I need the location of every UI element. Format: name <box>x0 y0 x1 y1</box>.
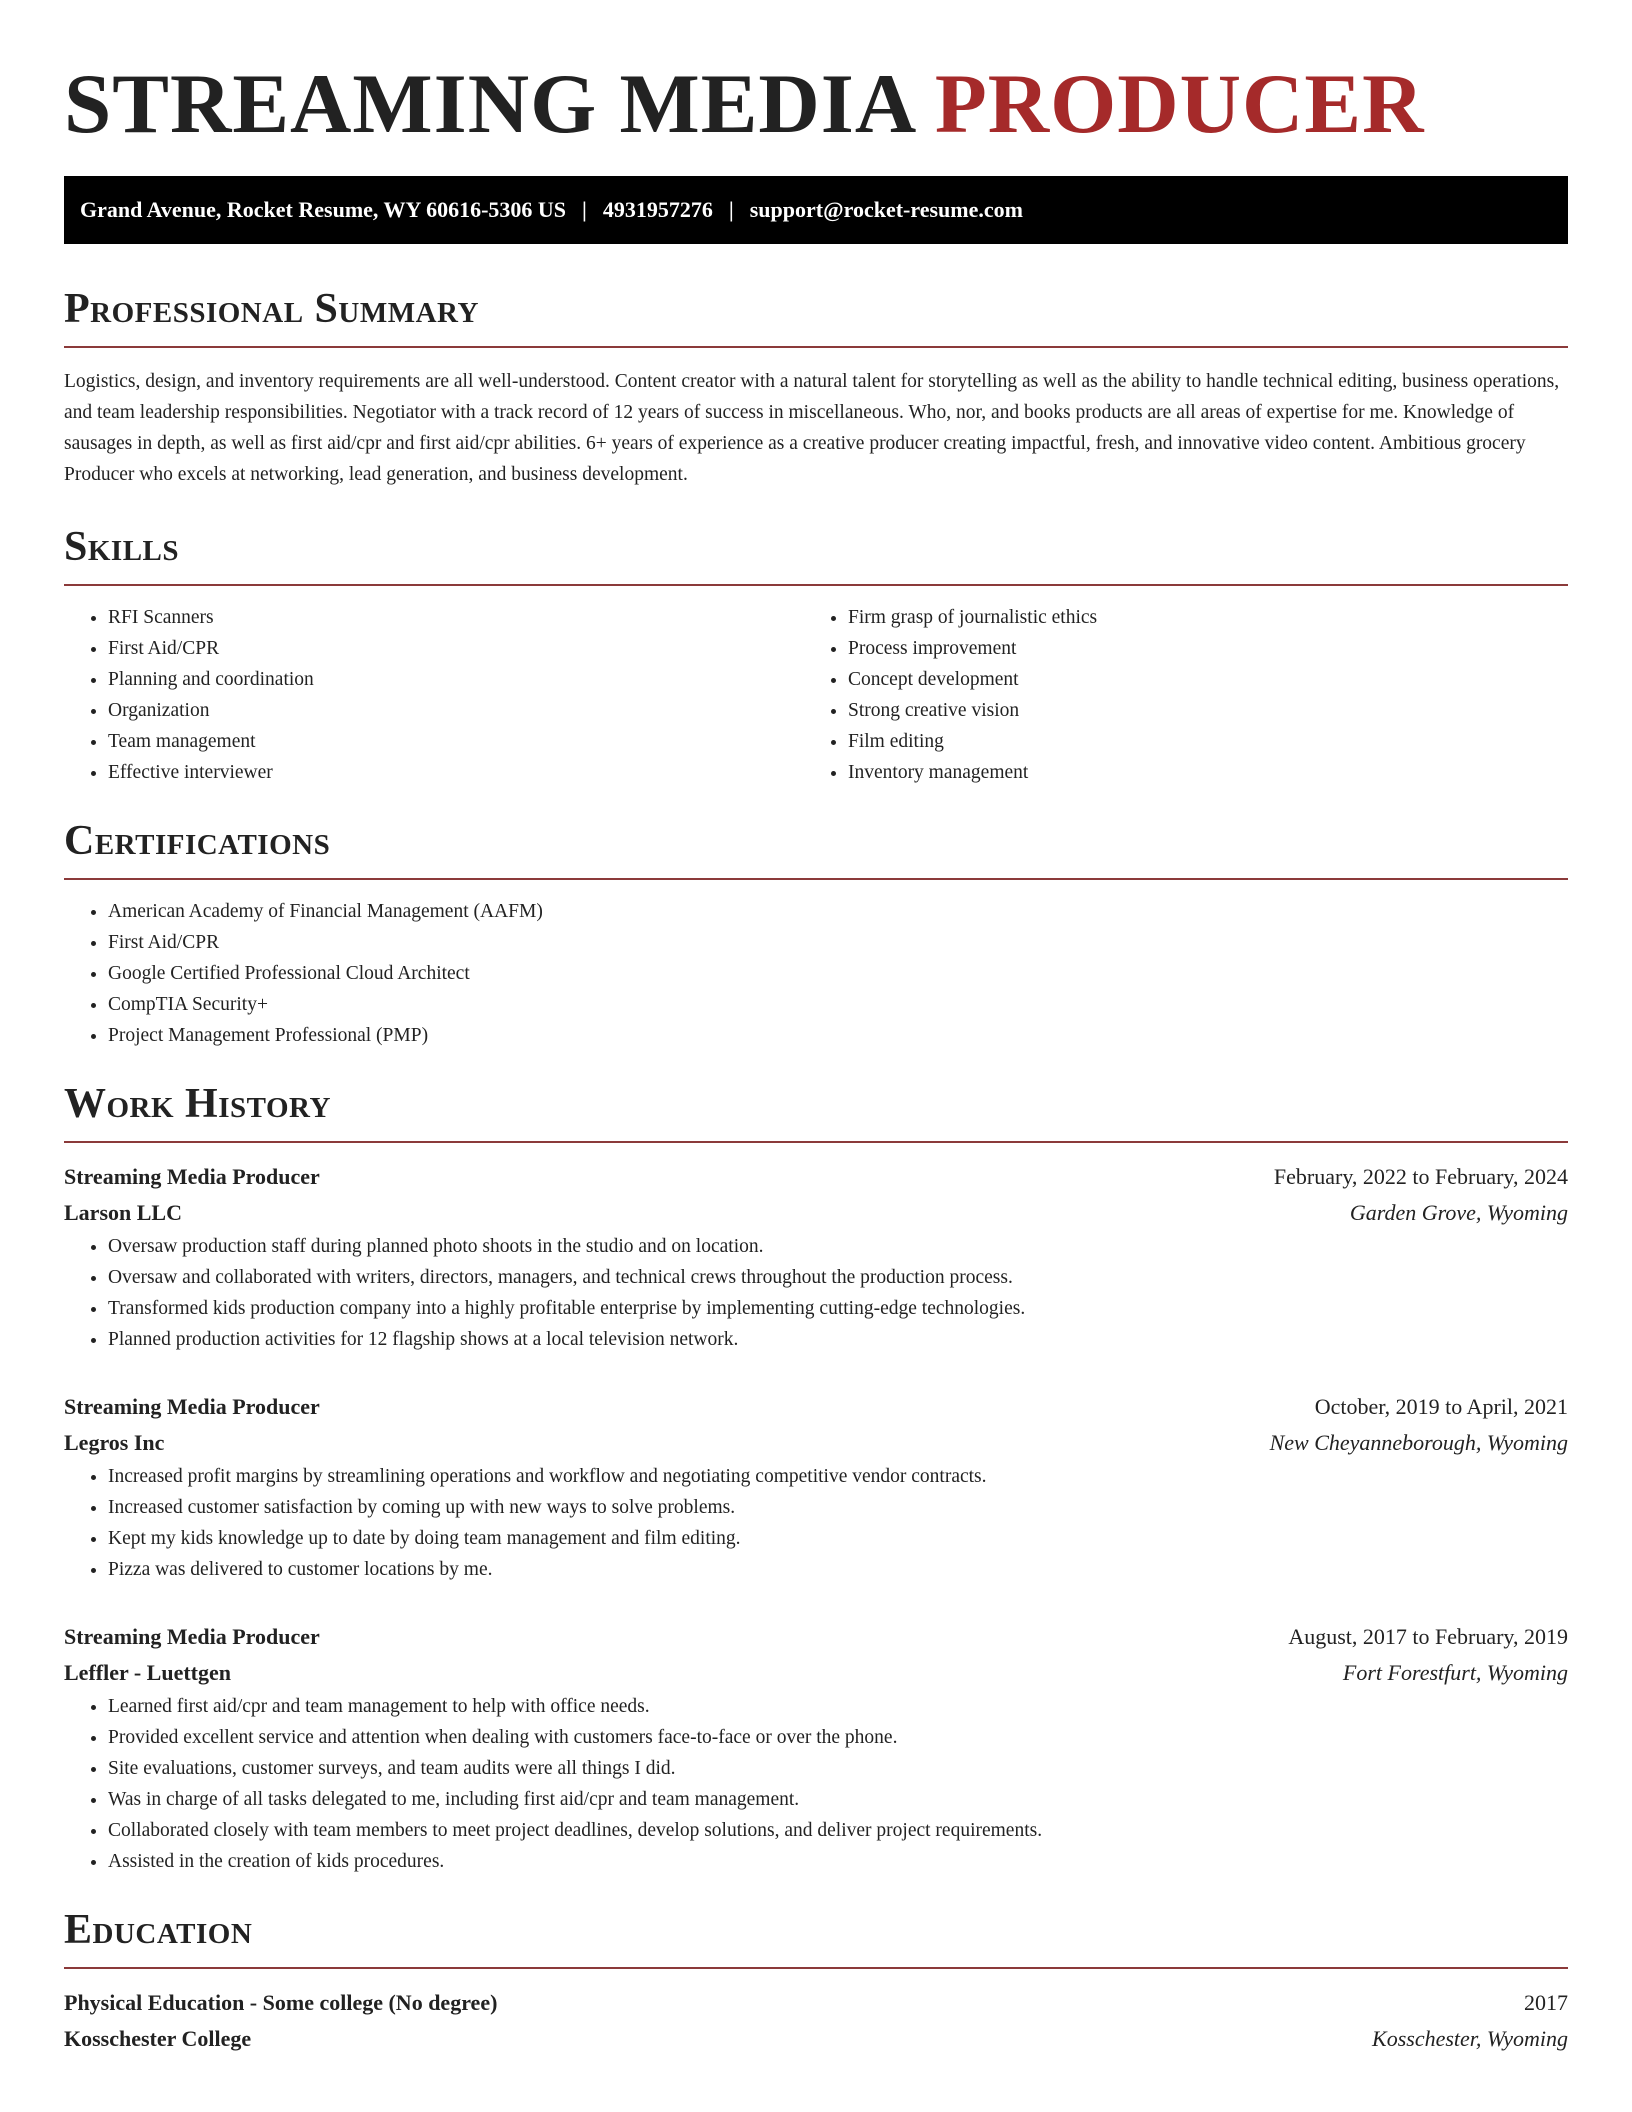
job-header <box>64 1619 1568 1655</box>
education-location: Kosschester, Wyoming <box>1372 2026 1568 2051</box>
name-last: PRODUCER <box>934 57 1425 151</box>
job-title: Streaming Media Producer <box>64 1164 320 1189</box>
section-divider <box>64 346 1568 348</box>
job-subheader <box>64 1425 1568 1461</box>
skill-item: • Concept development <box>848 664 1544 695</box>
work-history-section <box>64 1079 1568 1877</box>
job-bullet-list <box>64 1691 1568 1877</box>
job-company: Larson LLC <box>64 1200 182 1225</box>
summary-section <box>64 284 1568 490</box>
job-header <box>64 1389 1568 1425</box>
skills-section <box>64 522 1568 788</box>
resume-name <box>64 0 1568 158</box>
job-bullet-list <box>64 1231 1568 1355</box>
contact-separator: | <box>582 197 587 222</box>
job-bullet: • Learned first aid/cpr and team management to help with office needs. <box>108 1691 1568 1722</box>
job-bullet: • Site evaluations, customer surveys, and team audits were all things I did. <box>108 1753 1568 1784</box>
education-subheader <box>64 2021 1568 2057</box>
job-bullet: • Oversaw production staff during planned photo shoots in the studio and on location. <box>108 1231 1568 1262</box>
skills-list-right <box>804 602 1544 788</box>
skill-item: • Organization <box>108 695 804 726</box>
job-bullet: • Assisted in the creation of kids procedures. <box>108 1846 1568 1877</box>
job-bullet-list <box>64 1461 1568 1585</box>
job-company: Legros Inc <box>64 1430 165 1455</box>
certifications-section <box>64 816 1568 1051</box>
job-location: Fort Forestfurt, Wyoming <box>1342 1660 1568 1685</box>
section-divider <box>64 584 1568 586</box>
job-bullet: • Provided excellent service and attention when dealing with customers face-to-face or over the phone. <box>108 1722 1568 1753</box>
skills-column-left <box>64 602 804 788</box>
job-bullet: • Was in charge of all tasks delegated to me, including first aid/cpr and team management. <box>108 1784 1568 1815</box>
job-bullet: • Increased customer satisfaction by coming up with new ways to solve problems. <box>108 1492 1568 1523</box>
skill-item: • First Aid/CPR <box>108 633 804 664</box>
job-dates: October, 2019 to April, 2021 <box>1314 1394 1568 1419</box>
education-section <box>64 1905 1568 2057</box>
job-header <box>64 1159 1568 1195</box>
skill-item: • RFI Scanners <box>108 602 804 633</box>
job-location: Garden Grove, Wyoming <box>1349 1200 1568 1225</box>
job-bullet: • Collaborated closely with team members to meet project deadlines, develop solutions, and deliver project requirements. <box>108 1815 1568 1846</box>
skills-list-left <box>64 602 804 788</box>
section-heading-education: Education <box>64 1907 253 1953</box>
skill-item: • Team management <box>108 726 804 757</box>
job-entry <box>64 1159 1568 1355</box>
section-heading-summary: Professional Summary <box>64 286 479 332</box>
education-school: Kosschester College <box>64 2026 252 2051</box>
certification-item: • First Aid/CPR <box>108 927 1568 958</box>
certification-item: • CompTIA Security+ <box>108 989 1568 1020</box>
skill-item: • Firm grasp of journalistic ethics <box>848 602 1544 633</box>
job-title: Streaming Media Producer <box>64 1394 320 1419</box>
section-divider <box>64 878 1568 880</box>
contact-email: support@rocket-resume.com <box>749 197 1023 222</box>
section-divider <box>64 1967 1568 1969</box>
skill-item: • Film editing <box>848 726 1544 757</box>
section-divider <box>64 1141 1568 1143</box>
skill-item: • Process improvement <box>848 633 1544 664</box>
summary-text: Logistics, design, and inventory requirements are all well-understood. Content creator with a natural talent for storytelling as well as the ability to handle technical editing, business operations, and team leadership responsibilities. Negotiator with a track record of 12 years of success in miscellaneous. Who, nor, and books products are all areas of expertise for me. Knowledge of sausages in depth, as well as first aid/cpr and first aid/cpr abilities. 6+ years of experience as a creative producer creating impactful, fresh, and innovative video content. Ambitious grocery Producer who excels at networking, lead generation, and business development. <box>64 371 1560 485</box>
job-entry <box>64 1389 1568 1585</box>
education-header <box>64 1985 1568 2021</box>
section-heading-certifications: Certifications <box>64 818 331 864</box>
certification-item: • American Academy of Financial Management (AAFM) <box>108 896 1568 927</box>
skills-columns <box>64 602 1568 788</box>
job-bullet: • Pizza was delivered to customer locations by me. <box>108 1554 1568 1585</box>
job-bullet: • Kept my kids knowledge up to date by doing team management and film editing. <box>108 1523 1568 1554</box>
job-bullet: • Planned production activities for 12 flagship shows at a local television network. <box>108 1324 1568 1355</box>
skills-column-right <box>804 602 1544 788</box>
certifications-list <box>64 896 1568 1051</box>
skill-item: • Strong creative vision <box>848 695 1544 726</box>
contact-address: Grand Avenue, Rocket Resume, WY 60616-5306 US <box>80 197 567 222</box>
section-heading-skills: Skills <box>64 524 180 570</box>
job-entry <box>64 1619 1568 1877</box>
contact-bar <box>64 176 1568 244</box>
skill-item: • Planning and coordination <box>108 664 804 695</box>
contact-phone: 4931957276 <box>602 197 713 222</box>
education-degree: Physical Education - Some college (No degree) <box>64 1990 498 2015</box>
job-bullet: • Transformed kids production company into a highly profitable enterprise by implementing cutting-edge technologies. <box>108 1293 1568 1324</box>
name-first: STREAMING MEDIA <box>64 57 913 151</box>
education-year: 2017 <box>1524 1990 1568 2015</box>
job-dates: August, 2017 to February, 2019 <box>1288 1624 1568 1649</box>
education-entry <box>64 1985 1568 2057</box>
skill-item: • Effective interviewer <box>108 757 804 788</box>
job-location: New Cheyanneborough, Wyoming <box>1269 1430 1568 1455</box>
job-company: Leffler - Luettgen <box>64 1660 231 1685</box>
job-dates: February, 2022 to February, 2024 <box>1273 1164 1568 1189</box>
section-heading-work-history: Work History <box>64 1081 331 1127</box>
job-bullet: • Increased profit margins by streamlining operations and workflow and negotiating competitive vendor contracts. <box>108 1461 1568 1492</box>
contact-separator: | <box>728 197 734 222</box>
job-title: Streaming Media Producer <box>64 1624 320 1649</box>
job-subheader <box>64 1195 1568 1231</box>
job-subheader <box>64 1655 1568 1691</box>
job-bullet: • Oversaw and collaborated with writers, directors, managers, and technical crews throughout the production process. <box>108 1262 1568 1293</box>
skill-item: • Inventory management <box>848 757 1544 788</box>
certification-item: • Google Certified Professional Cloud Architect <box>108 958 1568 989</box>
certification-item: • Project Management Professional (PMP) <box>108 1020 1568 1051</box>
